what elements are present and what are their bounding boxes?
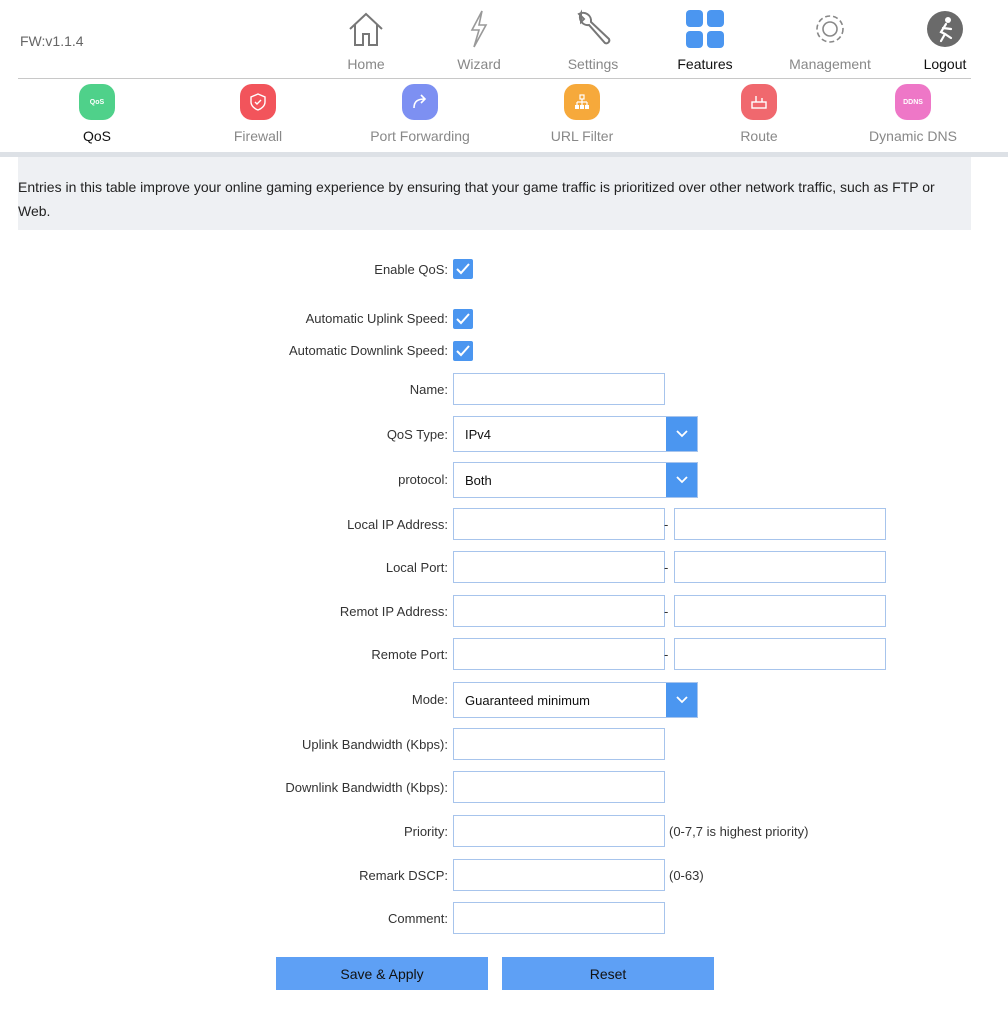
subnav-firewall[interactable]	[178, 84, 338, 144]
auto-downlink-checkbox[interactable]	[453, 341, 473, 361]
nav-features-label: Features	[677, 56, 733, 72]
subnav-route-label: Route	[740, 128, 778, 144]
mode-select[interactable]	[453, 682, 698, 718]
router-icon	[741, 84, 777, 120]
name-input[interactable]	[453, 373, 665, 405]
shield-icon	[240, 84, 276, 120]
nav-home[interactable]	[311, 6, 421, 72]
local-ip-label: Local IP Address:	[347, 517, 448, 532]
protocol-select[interactable]	[453, 462, 698, 498]
subnav-dynamic-dns[interactable]	[833, 84, 993, 144]
page-description: Entries in this table improve your online gaming experience by ensuring that your game traffic is prioritized over other network traffic, such as FTP or Web.	[18, 157, 971, 230]
remark-dscp-hint: (0-63)	[669, 868, 704, 883]
grid-icon	[650, 6, 760, 52]
priority-input[interactable]	[453, 815, 665, 847]
mode-label: Mode:	[411, 692, 448, 707]
wand-icon	[424, 6, 534, 52]
remote-ip-label: Remot IP Address:	[339, 604, 448, 619]
enable-qos-label: Enable QoS:	[374, 262, 448, 277]
gear-icon	[775, 6, 885, 52]
downlink-bandwidth-label: Downlink Bandwidth (Kbps):	[285, 780, 448, 795]
qos-icon-badge: QoS	[89, 98, 105, 106]
checkmark-icon	[453, 341, 473, 361]
chevron-down-icon	[666, 683, 697, 717]
protocol-value: Both	[465, 473, 492, 488]
auto-uplink-checkbox[interactable]	[453, 309, 473, 329]
comment-input[interactable]	[453, 902, 665, 934]
subnav-route[interactable]	[679, 84, 839, 144]
nav-home-label: Home	[347, 56, 385, 72]
remote-ip-separator: -	[664, 604, 669, 619]
subnav-qos-label: QoS	[82, 128, 111, 144]
ddns-icon	[895, 84, 931, 120]
downlink-bandwidth-input[interactable]	[453, 771, 665, 803]
ddns-icon-badge: DDNS	[903, 98, 923, 106]
wrench-icon	[538, 6, 648, 52]
local-port-start-input[interactable]	[453, 551, 665, 583]
firmware-version: FW:v1.1.4	[20, 33, 84, 49]
priority-hint: (0-7,7 is highest priority)	[669, 824, 809, 839]
remote-port-separator: -	[664, 647, 669, 662]
reset-button[interactable]: Reset	[502, 957, 714, 990]
local-ip-start-input[interactable]	[453, 508, 665, 540]
qos-icon	[79, 84, 115, 120]
remote-ip-start-input[interactable]	[453, 595, 665, 627]
logout-icon	[890, 6, 1000, 52]
remote-port-start-input[interactable]	[453, 638, 665, 670]
nav-management-label: Management	[789, 56, 871, 72]
nav-features[interactable]	[650, 6, 760, 72]
checkmark-icon	[453, 259, 473, 279]
header-divider	[18, 78, 971, 79]
nav-settings-label: Settings	[567, 56, 619, 72]
nav-wizard-label: Wizard	[457, 56, 501, 72]
local-port-separator: -	[664, 560, 669, 575]
remote-port-label: Remote Port:	[371, 647, 448, 662]
subnav-url-filter-label: URL Filter	[550, 128, 614, 144]
protocol-label: protocol:	[398, 472, 448, 487]
auto-downlink-label: Automatic Downlink Speed:	[289, 343, 448, 358]
name-label: Name:	[409, 382, 448, 397]
priority-label: Priority:	[403, 824, 448, 839]
nav-settings[interactable]	[538, 6, 648, 72]
network-tree-icon	[564, 84, 600, 120]
qos-type-value: IPv4	[465, 427, 492, 442]
forward-arrow-icon	[402, 84, 438, 120]
qos-type-label: QoS Type:	[386, 427, 448, 442]
subnav-port-forwarding[interactable]	[340, 84, 500, 144]
local-ip-end-input[interactable]	[674, 508, 886, 540]
nav-management[interactable]	[775, 6, 885, 72]
chevron-down-icon	[666, 417, 697, 451]
subnav-url-filter[interactable]	[502, 84, 662, 144]
local-ip-separator: -	[664, 517, 669, 532]
remote-port-end-input[interactable]	[674, 638, 886, 670]
nav-wizard[interactable]	[424, 6, 534, 72]
uplink-bandwidth-label: Uplink Bandwidth (Kbps):	[302, 737, 448, 752]
subnav-firewall-label: Firewall	[233, 128, 283, 144]
remark-dscp-label: Remark DSCP:	[359, 868, 448, 883]
chevron-down-icon	[666, 463, 697, 497]
mode-value: Guaranteed minimum	[465, 693, 590, 708]
remark-dscp-input[interactable]	[453, 859, 665, 891]
home-icon	[311, 6, 421, 52]
qos-type-select[interactable]	[453, 416, 698, 452]
enable-qos-checkbox[interactable]	[453, 259, 473, 279]
remote-ip-end-input[interactable]	[674, 595, 886, 627]
nav-logout-label: Logout	[923, 56, 967, 72]
comment-label: Comment:	[388, 911, 448, 926]
save-apply-button[interactable]: Save & Apply	[276, 957, 488, 990]
subnav-dynamic-dns-label: Dynamic DNS	[869, 128, 957, 144]
subnav-qos[interactable]	[17, 84, 177, 144]
subnav-port-forwarding-label: Port Forwarding	[370, 128, 470, 144]
checkmark-icon	[453, 309, 473, 329]
local-port-label: Local Port:	[385, 560, 448, 575]
uplink-bandwidth-input[interactable]	[453, 728, 665, 760]
nav-logout[interactable]	[890, 6, 1000, 72]
local-port-end-input[interactable]	[674, 551, 886, 583]
top-navigation	[0, 0, 1008, 78]
auto-uplink-label: Automatic Uplink Speed:	[305, 311, 448, 326]
